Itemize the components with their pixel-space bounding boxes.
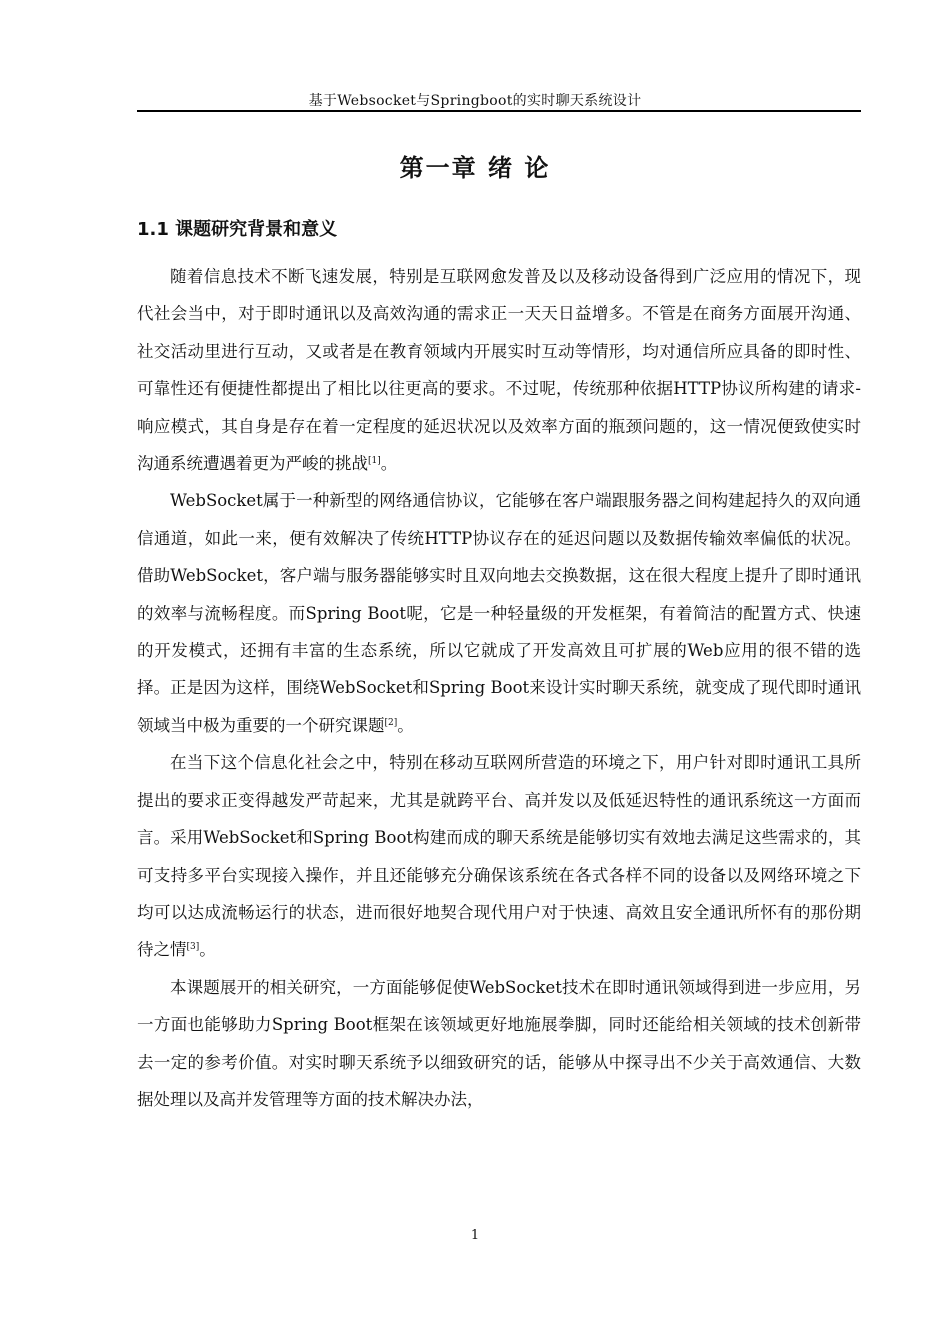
chapter-title: 第一章 绪 论 xyxy=(399,154,551,182)
paragraph-1 xyxy=(137,258,861,482)
paragraph-2-text: WebSocket属于一种新型的网络通信协议，它能够在客户端跟服务器之间构建起持久的双向通信通道，如此一来，便有效解决了传统HTTP协议存在的延迟问题以及数据传输效率偏低的状况。借助WebSocket，客户端与服务器能够实时且双向地去交换数据，这在很大程度上提升了即时通讯的效率与流畅程度。而Spring Boot呢，它是一种轻量级的开发框架，有着简洁的配置方式、快速的开发模式，还拥有丰富的生态系统，所以它就成了开发高效且可扩展的Web应用的很不错的选择。正是因为这样，围绕WebSocket和Spring Boot来设计实时聊天系统，就变成了现代即时通讯领域当中极为重要的一个研究课题 xyxy=(137,491,861,735)
paragraph-2 xyxy=(137,482,861,744)
citation-3: [3] xyxy=(186,942,200,953)
body-text xyxy=(137,258,861,1118)
paragraph-4-text: 本课题展开的相关研究，一方面能够促使WebSocket技术在即时通讯领域得到进一步应用，另一方面也能够助力Spring Boot框架在该领域更好地施展拳脚，同时还能给相关领域的技术创新带去一定的参考价值。对实时聊天系统予以细致研究的话，能够从中探寻出不少关于高效通信、大数据处理以及高并发管理等方面的技术解决办法， xyxy=(137,977,861,1109)
paragraph-3-text: 在当下这个信息化社会之中，特别在移动互联网所营造的环境之下，用户针对即时通讯工具所提出的要求正变得越发严苛起来，尤其是就跨平台、高并发以及低延迟特性的通讯系统这一方面而言。采用WebSocket和Spring Boot构建而成的聊天系统是能够切实有效地去满足这些需求的，其可支持多平台实现接入操作，并且还能够充分确保该系统在各式各样不同的设备以及网络环境之下均可以达成流畅运行的状态，进而很好地契合现代用户对于快速、高效且安全通讯所怀有的那份期待之情 xyxy=(137,753,861,960)
page-number: 1 xyxy=(470,1228,480,1243)
section-title: 1.1 课题研究背景和意义 xyxy=(137,219,338,240)
paragraph-2-end: 。 xyxy=(397,715,414,735)
citation-1: [1] xyxy=(368,456,381,467)
header-rule xyxy=(137,110,861,112)
paragraph-1-text: 随着信息技术不断飞速发展，特别是互联网愈发普及以及移动设备得到广泛应用的情况下，现代社会当中，对于即时通讯以及高效沟通的需求正一天天日益增多。不管是在商务方面展开沟通、社交活动里进行互动，又或者是在教育领域内开展实时互动等情形，均对通信所应具备的即时性、可靠性还有便捷性都提出了相比以往更高的要求。不过呢，传统那种依据HTTP协议所构建的请求-响应模式，其自身是存在着一定程度的延迟状况以及效率方面的瓶颈问题的，这一情况便致使实时沟通系统遭遇着更为严峻的挑战 xyxy=(137,267,861,474)
running-header: 基于Websocket与Springboot的实时聊天系统设计 xyxy=(308,93,642,109)
paragraph-1-end: 。 xyxy=(380,454,398,474)
paragraph-4 xyxy=(137,969,861,1119)
paragraph-3-end: 。 xyxy=(199,940,216,960)
paragraph-3 xyxy=(137,744,861,968)
citation-2: [2] xyxy=(384,717,398,728)
